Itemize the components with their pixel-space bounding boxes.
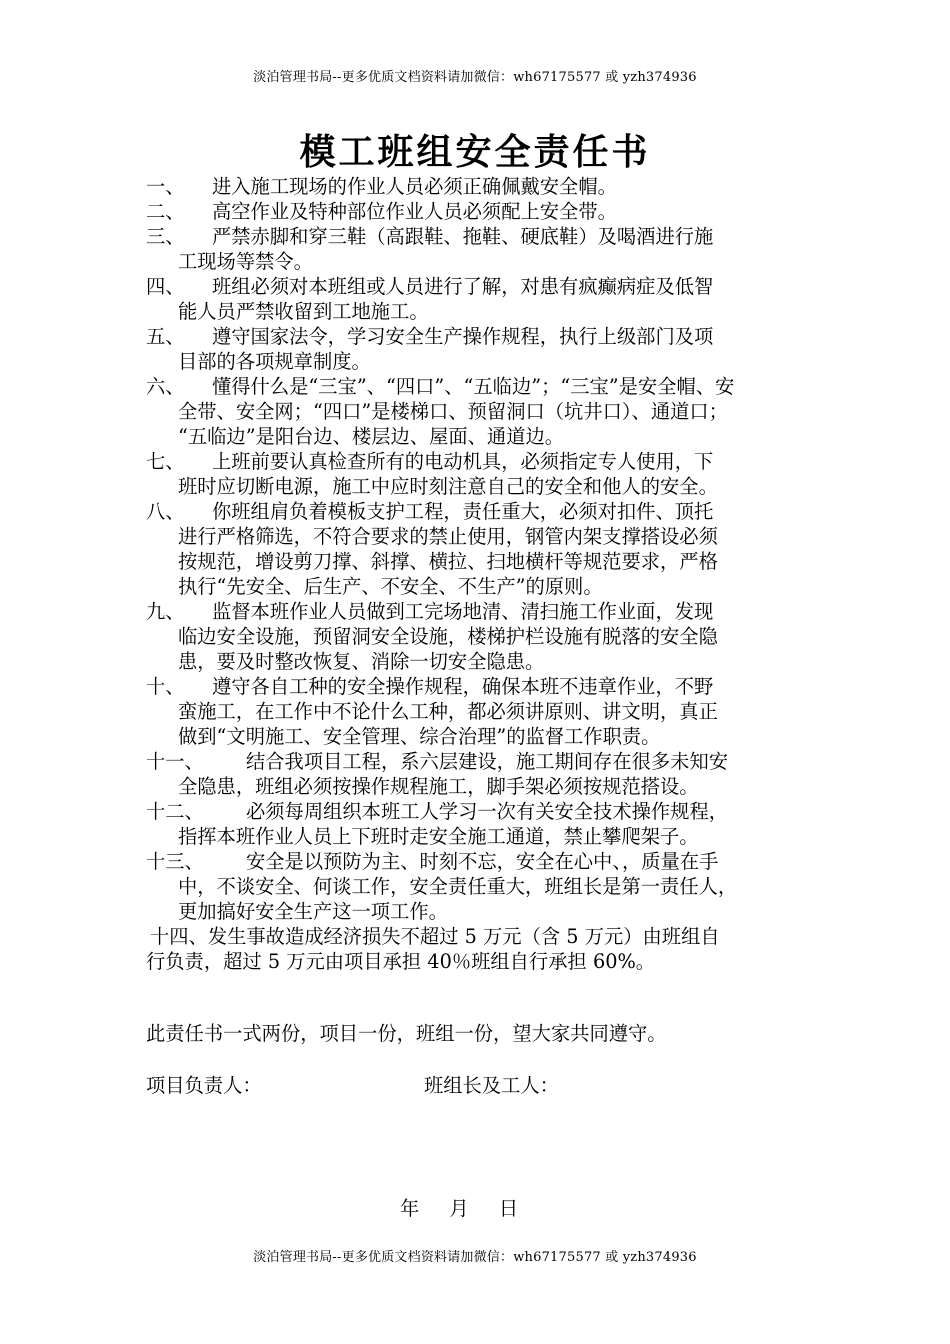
clause-number: 七、	[146, 450, 185, 473]
clause-text: 结合我项目工程，系六层建设，施工期间存在很多未知安	[246, 750, 729, 773]
clause-continuation: 能人员严禁收留到工地施工。	[178, 300, 429, 323]
clause-continuation: 中，不谈安全、何谈工作，安全责任重大，班组长是第一责任人，	[178, 875, 738, 898]
clause-number: 十一、	[146, 750, 204, 773]
page-header: 淡泊管理书局--更多优质文档资料请加微信：wh67175577 或 yzh374936	[253, 70, 697, 85]
clause-continuation: 工现场等禁令。	[178, 250, 313, 273]
clause-14	[146, 924, 822, 974]
clause-number: 三、	[146, 225, 185, 248]
clause-number: 一、	[146, 175, 185, 198]
clause-12	[146, 799, 822, 849]
clause-continuation: 班时应切断电源，施工中应时刻注意自己的安全和他人的安全。	[178, 475, 718, 498]
clause-text: 上班前要认真检查所有的电动机具，必须指定专人使用，下	[212, 450, 714, 473]
clause-3	[146, 224, 822, 274]
project-lead-signature-label: 项目负责人：	[146, 1074, 262, 1097]
clause-continuation: 指挥本班作业人员上下班时走安全施工通道，禁止攀爬架子。	[178, 825, 699, 848]
clause-list	[146, 174, 822, 974]
clause-continuation: 更加搞好安全生产这一项工作。	[178, 900, 448, 923]
clause-number: 四、	[146, 275, 185, 298]
clause-continuation: 按规范，增设剪刀撑、斜撑、横拉、扫地横杆等规范要求，严格	[178, 550, 718, 573]
clause-text: 监督本班作业人员做到工完场地清、清扫施工作业面，发现	[212, 600, 714, 623]
clause-text: 你班组肩负着模板支护工程，责任重大，必须对扣件、顶托	[212, 500, 714, 523]
clause-text: 懂得什么是“三宝”、“四口”、“五临边”；“三宝”是安全帽、安	[212, 375, 735, 398]
clause-number: 二、	[146, 200, 185, 223]
clause-continuation: “五临边”是阳台边、楼层边、屋面、通道边。	[178, 425, 565, 448]
clause-number: 九、	[146, 600, 185, 623]
clause-continuation: 临边安全设施，预留洞安全设施，楼梯护栏设施有脱落的安全隐	[178, 625, 718, 648]
date-line: 年 月 日	[400, 1197, 531, 1220]
clause-number: 八、	[146, 500, 185, 523]
clause-number: 五、	[146, 325, 185, 348]
clause-continuation: 全带、安全网；“四口”是楼梯口、预留洞口（坑井口）、通道口；	[178, 400, 728, 423]
clause-continuation: 执行“先安全、后生产、不安全、不生产”的原则。	[178, 575, 603, 598]
clause-11	[146, 749, 822, 799]
clause-4	[146, 274, 822, 324]
clause-text: 严禁赤脚和穿三鞋（高跟鞋、拖鞋、硬底鞋）及喝酒进行施	[212, 225, 714, 248]
page-footer: 淡泊管理书局--更多优质文档资料请加微信：wh67175577 或 yzh374936	[253, 1250, 697, 1265]
clause-continuation: 蛮施工，在工作中不论什么工种，都必须讲原则、讲文明，真正	[178, 700, 718, 723]
clause-number: 十二、	[146, 800, 204, 823]
clause-13	[146, 849, 822, 924]
clause-10	[146, 674, 822, 749]
document-title: 模工班组安全责任书	[299, 131, 651, 173]
clause-text: 高空作业及特种部位作业人员必须配上安全带。	[212, 200, 617, 223]
clause-number: 六、	[146, 375, 185, 398]
clause-text: 遵守各自工种的安全操作规程，确保本班不违章作业，不野	[212, 675, 714, 698]
clause-text: 安全是以预防为主、时刻不忘，安全在心中、，质量在手	[246, 850, 719, 873]
clause-text: 班组必须对本班组或人员进行了解，对患有疯癫病症及低智	[212, 275, 714, 298]
clause-5	[146, 324, 822, 374]
clause-text: 遵守国家法令，学习安全生产操作规程，执行上级部门及项	[212, 325, 714, 348]
clause-continuation: 进行严格筛选，不符合要求的禁止使用，钢管内架支撑搭设必须	[178, 525, 718, 548]
clause-number: 十三、	[146, 850, 204, 873]
clause-continuation: 目部的各项规章制度。	[178, 350, 371, 373]
clause-6	[146, 374, 822, 449]
clause-9	[146, 599, 822, 674]
clause-continuation: 全隐患，班组必须按操作规程施工，脚手架必须按规范搭设。	[178, 775, 699, 798]
clause-7	[146, 449, 822, 499]
clause-8	[146, 499, 822, 599]
clause-1	[146, 174, 822, 199]
clause-continuation: 患，要及时整改恢复、消除一切安全隐患。	[178, 650, 545, 673]
clause-14-line-2: 行负责，超过 5 万元由项目承担 40％班组自行承担 60%。	[146, 950, 656, 973]
clause-text: 必须每周组织本班工人学习一次有关安全技术操作规程，	[246, 800, 729, 823]
clause-number: 十、	[146, 675, 185, 698]
clause-2	[146, 199, 822, 224]
clause-14-line-1: 十四、发生事故造成经济损失不超过 5 万元（含 5 万元）由班组自	[150, 925, 720, 948]
clause-continuation: 做到“文明施工、安全管理、综合治理”的监督工作职责。	[178, 725, 661, 748]
closing-statement: 此责任书一式两份，项目一份，班组一份，望大家共同遵守。	[146, 1022, 667, 1045]
team-lead-signature-label: 班组长及工人：	[424, 1074, 559, 1097]
clause-text: 进入施工现场的作业人员必须正确佩戴安全帽。	[212, 175, 617, 198]
